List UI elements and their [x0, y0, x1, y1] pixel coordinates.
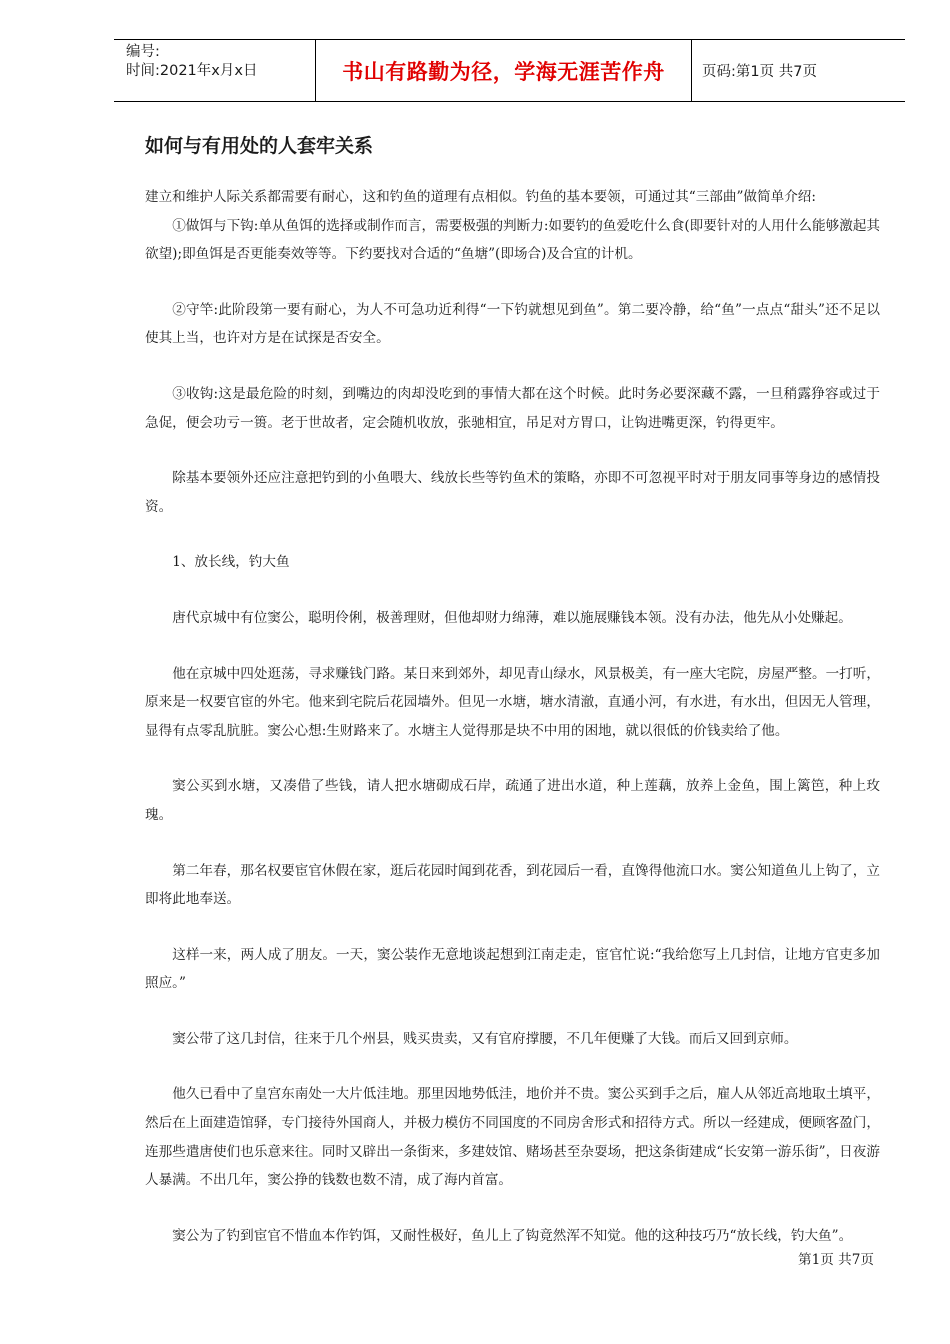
paragraph: 窦公买到水塘，又凑借了些钱，请人把水塘砌成石岸，疏通了进出水道，种上莲藕，放养上金鱼，围上篱笆，种上玫瑰。	[145, 778, 880, 823]
paragraph: 他久已看中了皇宫东南处一大片低洼地。那里因地势低洼，地价并不贵。窦公买到手之后，雇人从邻近高地取土填平，然后在上面建造馆驿，专门接待外国商人，并极力模仿不同国度的不同房舍形式和招待方式。所以一经建成，便顾客盈门，连那些遣唐使们也乐意来往。同时又辟出一条街来，多建妓馆、赌场甚至杂耍场，把这条街建成“长安第一游乐街”，日夜游人暴满。不出几年，窦公挣的钱数也数不清，成了海内首富。	[145, 1086, 880, 1189]
document-title: 如何与有用处的人套牢关系	[145, 135, 374, 157]
section-heading: 1、放长线，钓大鱼	[172, 554, 290, 571]
header-motto: 书山有路勤为径，学海无涯苦作舟	[342, 58, 665, 84]
paragraph: 他在京城中四处逛荡，寻求赚钱门路。某日来到郊外，却见青山绿水，风景极美，有一座大宅院，房屋严整。一打听，原来是一权要官宦的外宅。他来到宅院后花园墙外。但见一水塘，塘水清澈，直通小河，有水进，有水出，但因无人管理，显得有点零乱肮脏。窦公心想:生财路来了。水塘主人觉得那是块不中用的困地，就以很低的价钱卖给了他。	[145, 665, 880, 739]
paragraph: 窦公为了钓到宦官不惜血本作钓饵，又耐性极好，鱼儿上了钩竟然浑不知觉。他的这种技巧乃“放长线，钓大鱼”。	[172, 1227, 853, 1244]
document-number-label: 编号:	[126, 44, 160, 60]
header-page-info: 页码:第1页 共7页	[702, 64, 817, 80]
document-time-label: 时间:2021年x月x日	[126, 63, 258, 79]
paragraph: 唐代京城中有位窦公，聪明伶俐，极善理财，但他却财力绵薄，难以施展赚钱本领。没有办法，他先从小处赚起。	[172, 609, 852, 626]
paragraph: 这样一来，两人成了朋友。一天，窦公装作无意地谈起想到江南走走，宦官忙说:“我给您写上几封信，让地方官吏多加照应。”	[145, 946, 880, 992]
document-body	[145, 183, 880, 1250]
page-footer: 第1页 共7页	[798, 1252, 874, 1268]
paragraph: ②守竿:此阶段第一要有耐心，为人不可急功近利得“一下钓就想见到鱼”。第二要冷静，给“鱼”一点点“甜头”还不足以使其上当，也许对方是在试探是否安全。	[145, 301, 880, 347]
header-meta	[114, 40, 315, 101]
paragraph: ①做饵与下钩:单从鱼饵的选择或制作而言，需要极强的判断力:如要钓的鱼爱吃什么食(即要针对的人用什么能够激起其欲望);即鱼饵是否更能奏效等等。下约要找对合适的“鱼塘”(即场合)及合宜的计机。	[145, 217, 880, 263]
paragraph: 建立和维护人际关系都需要有耐心，这和钓鱼的道理有点相似。钓鱼的基本要领，可通过其“三部曲”做简单介绍:	[145, 189, 816, 205]
paragraph: 窦公带了这几封信，往来于几个州县，贱买贵卖，又有官府撑腰，不几年便赚了大钱。而后又回到京师。	[172, 1030, 798, 1047]
paragraph: ③收钩:这是最危险的时刻，到嘴边的肉却没吃到的事情大都在这个时候。此时务必要深藏不露，一旦稍露狰容或过于急促，便会功亏一篑。老于世故者，定会随机收放，张驰相宜，吊足对方胃口，让钩进嘴更深，钓得更牢。	[145, 385, 880, 431]
paragraph: 除基本要领外还应注意把钓到的小鱼喂大、线放长些等钓鱼术的策略，亦即不可忽视平时对于朋友同事等身边的感情投资。	[145, 470, 880, 515]
header-motto-cell	[315, 40, 692, 101]
page-header	[114, 39, 905, 102]
paragraph: 第二年春，那名权要宦官休假在家，逛后花园时闻到花香，到花园后一看，直馋得他流口水。窦公知道鱼儿上钩了，立即将此地奉送。	[145, 862, 880, 908]
